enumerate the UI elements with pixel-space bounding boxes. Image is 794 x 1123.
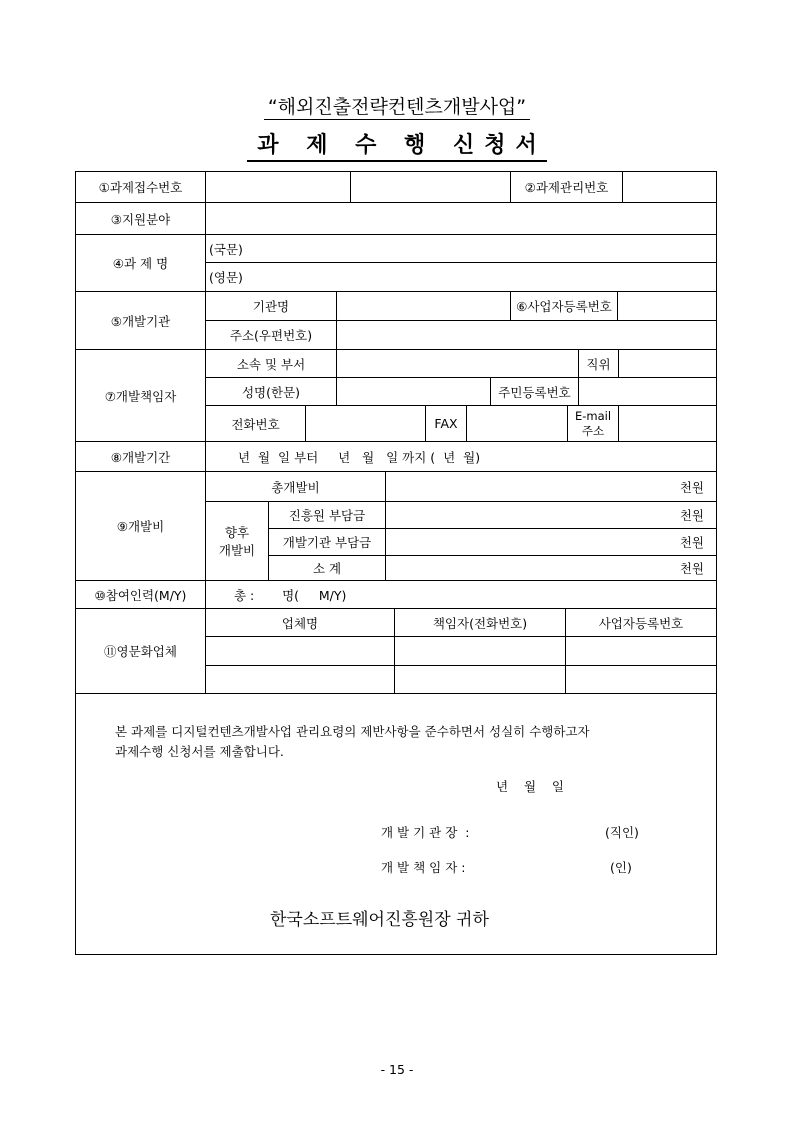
task-name-label: ④과 제 명	[75, 234, 206, 292]
email-label-line2: 주소	[581, 423, 605, 438]
future-cost-label	[205, 501, 269, 581]
address-label: 주소(우편번호)	[205, 320, 337, 350]
biz-reg-no-field[interactable]	[617, 291, 717, 321]
total-cost-label: 총개발비	[205, 471, 386, 502]
company-name-field-1[interactable]	[205, 636, 395, 666]
period-field[interactable]: 년 월 일 부터 년 월 일 까지 ( 년 월)	[205, 441, 717, 472]
org-share-label: 개발기관 부담금	[268, 528, 386, 556]
name-field[interactable]	[336, 377, 491, 406]
dept-label: 소속 및 부서	[205, 349, 337, 378]
manager-label: ⑦개발책임자	[75, 349, 206, 442]
subtotal-field[interactable]: 천원	[385, 555, 717, 581]
receipt-no-label: ①과제접수번호	[75, 171, 206, 203]
resident-no-label: 주민등록번호	[490, 377, 579, 406]
receipt-no-gap	[350, 171, 511, 203]
agency-share-field[interactable]: 천원	[385, 501, 717, 529]
org-name-label: 기관명	[205, 291, 337, 321]
company-name-header: 업체명	[205, 608, 395, 637]
org-name-field[interactable]	[336, 291, 511, 321]
future-label-line1: 향후	[224, 525, 250, 540]
biz-reg-header: 사업자등록번호	[565, 608, 717, 637]
phone-field[interactable]	[305, 405, 426, 442]
support-field-label: ③지원분야	[75, 202, 206, 235]
subtotal-label: 소 계	[268, 555, 386, 581]
manager-sign-label: 개 발 책 임 자 :	[381, 860, 466, 875]
email-label-line1: E-mail	[574, 408, 612, 423]
receipt-no-field[interactable]	[205, 171, 351, 203]
dev-org-label: ⑤개발기관	[75, 291, 206, 350]
company-name-field-2[interactable]	[205, 665, 395, 694]
program-title: “해외진출전략컨텐츠개발사업”	[0, 92, 794, 119]
position-field[interactable]	[618, 349, 717, 378]
declaration-line1: 본 과제를 디지털컨텐츠개발사업 관리요령의 제반사항을 준수하면서 성실히 수행하고자	[115, 724, 590, 739]
resident-no-field[interactable]	[578, 377, 717, 406]
page-number: - 15 -	[380, 1062, 414, 1077]
biz-reg-field-2[interactable]	[565, 665, 717, 694]
contact-header: 책임자(전화번호)	[394, 608, 566, 637]
task-name-korean-field[interactable]: (국문)	[205, 234, 717, 263]
agency-share-label: 진흥원 부담금	[268, 501, 386, 529]
future-label-line2: 개발비	[218, 543, 256, 558]
address-field[interactable]	[336, 320, 717, 350]
personnel-field[interactable]: 총 : 명( M/Y)	[205, 580, 717, 609]
translation-company-label: ⑪영문화업체	[75, 608, 206, 694]
personnel-label: ⑩참여인력(M/Y)	[75, 580, 206, 609]
manager-seal: (인)	[610, 860, 632, 875]
org-head-seal: (직인)	[605, 825, 639, 840]
form-title: 과 제 수 행 신청서	[0, 128, 794, 159]
cost-label: ⑨개발비	[75, 471, 206, 581]
period-label: ⑧개발기간	[75, 441, 206, 472]
dept-field[interactable]	[336, 349, 579, 378]
task-name-english-field[interactable]: (영문)	[205, 262, 717, 292]
org-share-field[interactable]: 천원	[385, 528, 717, 556]
total-cost-field[interactable]: 천원	[385, 471, 717, 502]
support-field-input[interactable]	[205, 202, 717, 235]
fax-field[interactable]	[466, 405, 568, 442]
org-head-label: 개 발 기 관 장 :	[381, 825, 470, 840]
biz-reg-field-1[interactable]	[565, 636, 717, 666]
management-no-label: ②과제관리번호	[510, 171, 623, 203]
fax-label: FAX	[425, 405, 467, 442]
management-no-field[interactable]	[622, 171, 717, 203]
email-label	[567, 405, 619, 442]
addressee: 한국소프트웨어진흥원장 귀하	[270, 910, 489, 930]
biz-reg-no-label: ⑥사업자등록번호	[510, 291, 618, 321]
position-label: 직위	[578, 349, 619, 378]
contact-field-1[interactable]	[394, 636, 566, 666]
phone-label: 전화번호	[205, 405, 306, 442]
name-label: 성명(한문)	[205, 377, 337, 406]
contact-field-2[interactable]	[394, 665, 566, 694]
email-field[interactable]	[618, 405, 717, 442]
declaration-date: 년 월 일	[496, 779, 565, 794]
declaration-line2: 과제수행 신청서를 제출합니다.	[115, 744, 284, 759]
